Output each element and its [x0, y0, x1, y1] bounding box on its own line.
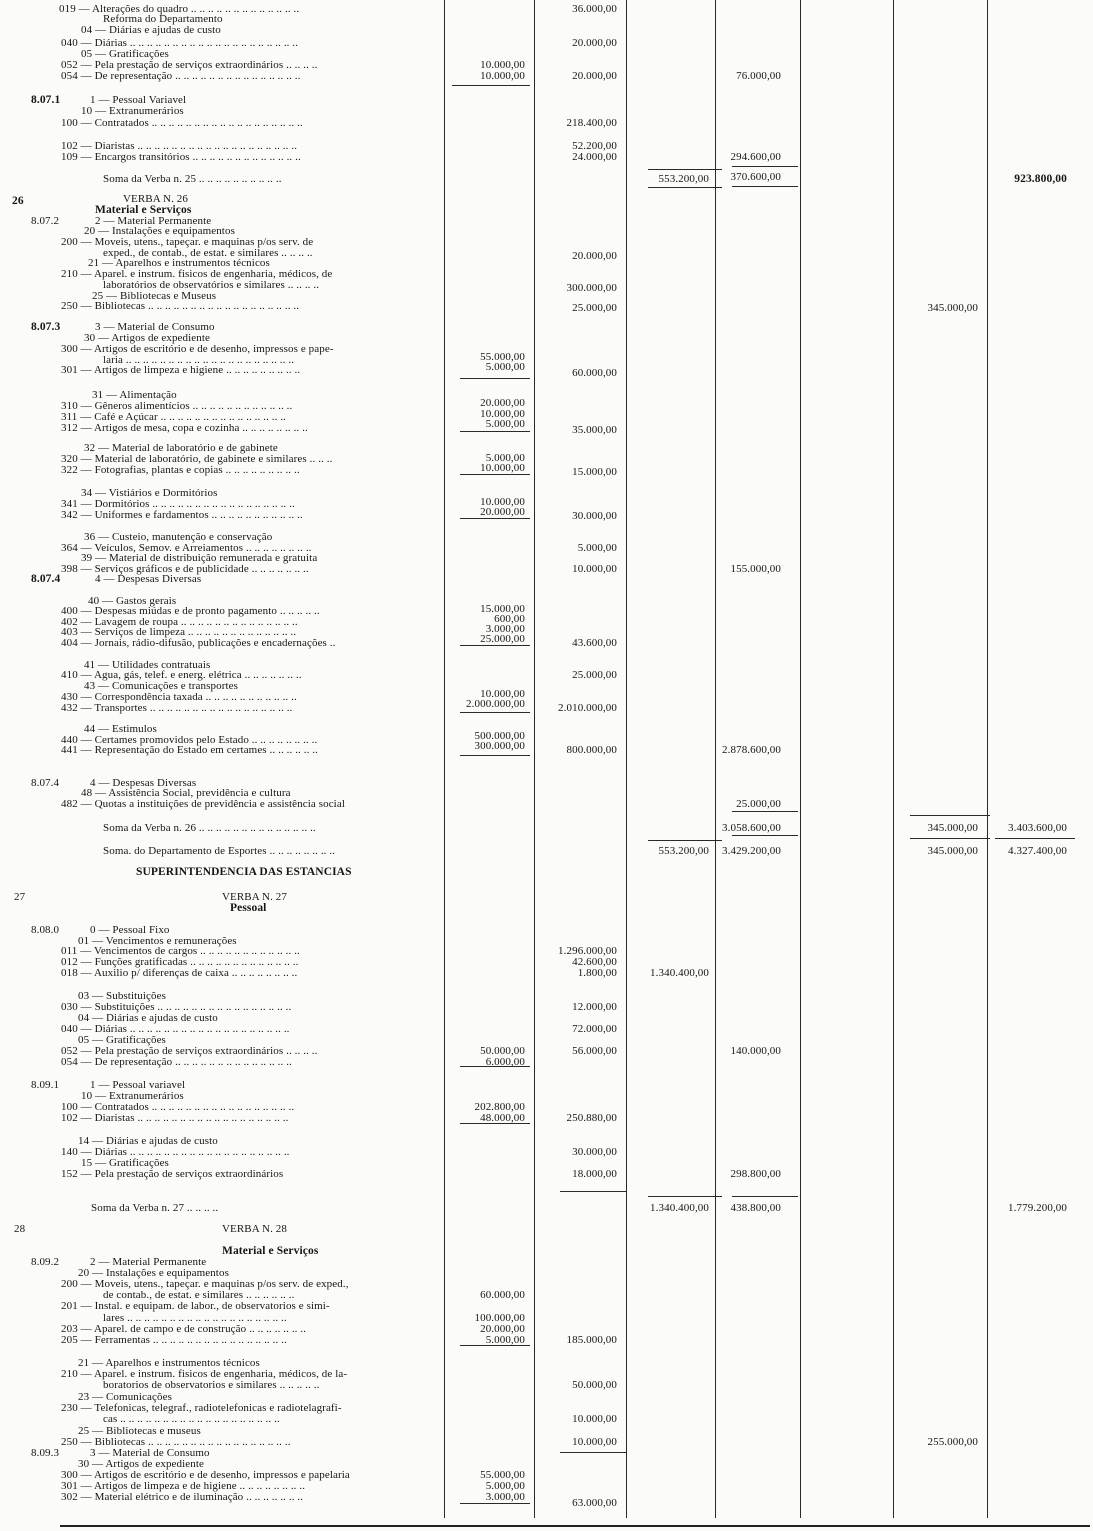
text-line: 203 — Aparel. de campo e de construção .. .. .. .. .. .. .. [61, 1323, 307, 1335]
text-line: 482 — Quotas a instituições de previdência e assistência social [61, 798, 345, 810]
text-line: VERBA N. 27 [222, 891, 287, 903]
bottom-rule [60, 1525, 1090, 1527]
total-rule [732, 835, 798, 836]
amount-value: 25.000,00 [736, 798, 781, 810]
text-line: 28 [14, 1223, 26, 1235]
amount-value: 345.000,00 [927, 822, 978, 834]
text-line: exped., de contab., de estat. e similares .. .. .. .. [103, 247, 313, 259]
text-line: 15 — Gratificações [81, 1157, 169, 1169]
amount-value: 12.000,00 [572, 1001, 617, 1013]
amount-value: 20.000,00 [572, 70, 617, 82]
text-line: 43 — Comunicações e transportes [84, 680, 239, 692]
text-line: 301 — Artigos de limpeza e de higiene .. .. .. .. .. .. .. .. [61, 1480, 306, 1492]
text-line: 2 — Material Permanente [95, 215, 212, 227]
text-line: 342 — Uniformes e fardamentos .. .. .. .. .. .. .. .. .. .. .. [61, 509, 303, 521]
column-rule [626, 0, 627, 1518]
amount-value: 48.000,00 [480, 1112, 525, 1124]
amount-value: 10.000,00 [480, 496, 525, 508]
amount-value: 10.000,00 [572, 563, 617, 575]
amount-value: 18.000,00 [572, 1168, 617, 1180]
amount-value: 20.000,00 [480, 506, 525, 518]
text-line: 21 — Aparelhos e instrumentos técnicos [88, 257, 270, 269]
amount-value: 370.600,00 [730, 171, 781, 183]
text-line: 102 — Diaristas .. .. .. .. .. .. .. .. .. .. .. .. .. .. .. .. .. .. [61, 1112, 289, 1124]
text-line: 04 — Diárias e ajudas de custo [81, 24, 221, 36]
amount-value: 20.000,00 [480, 1323, 525, 1335]
amount-value: 294.600,00 [730, 151, 781, 163]
text-line: 200 — Moveis, utens., tapeçar. e maquinas p/os serv. de exped., [61, 1278, 349, 1290]
amount-value: 1.340.400,00 [650, 1202, 709, 1214]
text-line: 1 — Pessoal Variavel [90, 94, 187, 106]
text-line: 10 — Extranumerários [81, 1090, 184, 1102]
total-rule [732, 166, 798, 167]
amount-value: 50.000,00 [480, 1045, 525, 1057]
text-line: 4 — Despesas Diversas [95, 573, 202, 585]
amount-value: 5.000,00 [485, 452, 525, 464]
text-line: 05 — Gratificações [78, 1034, 166, 1046]
amount-value: 255.000,00 [927, 1436, 978, 1448]
amount-value: 800.000,00 [566, 744, 617, 756]
total-rule [460, 378, 530, 379]
amount-value: 25.000,00 [480, 633, 525, 645]
text-line: 311 — Café e Açúcar .. .. .. .. .. .. .. .. .. .. .. .. .. .. .. [61, 411, 287, 423]
text-line: 27 [14, 891, 26, 903]
text-line: 301 — Artigos de limpeza e higiene .. .. .. .. .. .. .. .. .. [61, 364, 301, 376]
text-line: 34 — Vistiários e Dormitórios [81, 487, 218, 499]
text-line: 8.09.1 [31, 1079, 60, 1091]
text-line: lares .. .. .. .. .. .. .. .. .. .. .. .. .. .. .. .. .. .. .. [103, 1312, 287, 1324]
text-line: 312 — Artigos de mesa, copa e cozinha .. .. .. .. .. .. .. .. [61, 422, 308, 434]
text-line: 250 — Bibliotecas .. .. .. .. .. .. .. .. .. .. .. .. .. .. .. .. .. [61, 1436, 291, 1448]
text-line: 05 — Gratificações [81, 48, 169, 60]
total-rule [460, 1503, 530, 1504]
amount-value: 20.000,00 [572, 250, 617, 262]
amount-value: 4.327.400,00 [1008, 845, 1067, 857]
text-line: 44 — Estimulos [84, 723, 157, 735]
text-line: 310 — Gêneros alimentícios .. .. .. .. .. .. .. .. .. .. .. .. [61, 400, 293, 412]
text-line: 054 — De representação .. .. .. .. .. .. .. .. .. .. .. .. .. .. [61, 1056, 292, 1068]
amount-value: 35.000,00 [572, 424, 617, 436]
amount-value: 50.000,00 [572, 1379, 617, 1391]
text-line: 10 — Extranumerários [81, 105, 184, 117]
text-line: 36 — Custeio, manutenção e conservação [84, 531, 273, 543]
text-line: 39 — Material de distribuição remunerada e gratuita [81, 552, 318, 564]
text-line: 030 — Substituições .. .. .. .. .. .. .. .. .. .. .. .. .. .. .. .. [61, 1001, 292, 1013]
text-line: 01 — Vencimentos e remunerações [78, 935, 237, 947]
amount-value: 3.403.600,00 [1008, 822, 1067, 834]
column-rule [534, 0, 535, 1518]
text-line: 398 — Serviços gráficos e de publicidade .. .. .. .. .. .. .. [61, 563, 309, 575]
total-rule [648, 169, 722, 170]
total-rule [648, 1196, 722, 1197]
text-line: Material e Serviços [95, 204, 192, 216]
text-line: 364 — Veículos, Semov. e Arreiamentos .. .. .. .. .. .. .. .. [61, 542, 312, 554]
amount-value: 76.000,00 [736, 70, 781, 82]
text-line: 200 — Moveis, utens., tapeçar. e maquinas p/os serv. de [61, 236, 314, 248]
text-line: 26 [12, 195, 24, 207]
amount-value: 600,00 [494, 613, 525, 625]
text-line: 040 — Diárias .. .. .. .. .. .. .. .. .. .. .. .. .. .. .. .. .. .. .. [61, 1023, 290, 1035]
amount-value: 500.000,00 [474, 730, 525, 742]
amount-value: 10.000,00 [572, 1413, 617, 1425]
total-rule [560, 1191, 626, 1192]
text-line: 8.07.4 [31, 777, 60, 789]
text-line: 302 — Material elétrico e de iluminação .. .. .. .. .. .. .. [61, 1491, 304, 1503]
total-rule [460, 712, 530, 713]
text-line: 052 — Pela prestação de serviços extraordinários .. .. .. .. [61, 59, 318, 71]
text-line: 019 — Alterações do quadro .. .. .. .. .. .. .. .. .. .. .. .. .. [59, 3, 300, 15]
amount-value: 10.000,00 [480, 462, 525, 474]
amount-value: 5.000,00 [485, 1334, 525, 1346]
column-rule [715, 0, 716, 1518]
amount-value: 24.000,00 [572, 151, 617, 163]
text-line: 100 — Contratados .. .. .. .. .. .. .. .. .. .. .. .. .. .. .. .. .. [61, 1101, 295, 1113]
amount-value: 36.000,00 [572, 3, 617, 15]
text-line: 0 — Pessoal Fixo [90, 924, 170, 936]
text-line: 8.09.3 [31, 1447, 60, 1459]
amount-value: 52.200,00 [572, 140, 617, 152]
amount-value: 2.000.000,00 [466, 698, 525, 710]
amount-value: 250.880,00 [566, 1112, 617, 1124]
text-line: 404 — Jornais, rádio-difusão, publicações e encadernações .. [61, 637, 336, 649]
amount-value: 5.000,00 [485, 1480, 525, 1492]
amount-value: 20.000,00 [572, 37, 617, 49]
amount-value: 10.000,00 [480, 70, 525, 82]
total-rule [452, 85, 530, 86]
amount-value: 2.010.000,00 [558, 702, 617, 714]
text-line: 441 — Representação do Estado em certames .. .. .. .. .. .. [61, 744, 318, 756]
amount-value: 60.000,00 [572, 367, 617, 379]
text-line: 8.08.0 [31, 924, 60, 936]
text-line: 430 — Correspondência taxada .. .. .. .. .. .. .. .. .. .. .. [61, 691, 297, 703]
text-line: 102 — Diaristas .. .. .. .. .. .. .. .. .. .. .. .. .. .. .. .. .. .. .. [61, 140, 298, 152]
total-rule [560, 1452, 626, 1453]
amount-value: 43.600,00 [572, 637, 617, 649]
text-line: 25 — Bibliotecas e museus [78, 1425, 201, 1437]
total-rule [648, 187, 722, 188]
text-line: 320 — Material de laboratório, de gabinete e similares .. .. .. [61, 453, 333, 465]
column-rule [987, 0, 988, 1518]
text-line: 250 — Bibliotecas .. .. .. .. .. .. .. .. .. .. .. .. .. .. .. .. .. .. [61, 300, 300, 312]
amount-value: 298.800,00 [730, 1168, 781, 1180]
text-line: 152 — Pela prestação de serviços extraordinários [61, 1168, 284, 1180]
text-line: Reforma do Departamento [103, 13, 223, 25]
amount-value: 185.000,00 [566, 1334, 617, 1346]
text-line: 410 — Agua, gás, telef. e energ. elétrica .. .. .. .. .. .. .. [61, 669, 302, 681]
text-line: 8.07.3 [31, 321, 61, 333]
amount-value: 1.800,00 [577, 967, 617, 979]
text-line: boratorios de observatorios e similares .. .. .. .. .. [103, 1379, 320, 1391]
text-line: 018 — Auxilio p/ diferenças de caixa .. .. .. .. .. .. .. .. [61, 967, 298, 979]
text-line: 30 — Artigos de expediente [84, 332, 211, 344]
total-rule [732, 186, 798, 187]
text-line: 25 — Bibliotecas e Museus [92, 290, 217, 302]
text-line: Pessoal [230, 902, 267, 914]
text-line: 8.07.4 [31, 573, 61, 585]
amount-value: 140.000,00 [730, 1045, 781, 1057]
text-line: 31 — Alimentação [92, 389, 177, 401]
text-line: 1 — Pessoal variavel [90, 1079, 186, 1091]
column-rule [800, 0, 801, 1518]
amount-value: 1.779.200,00 [1008, 1202, 1067, 1214]
amount-value: 15.000,00 [572, 466, 617, 478]
total-rule [648, 840, 722, 841]
text-line: 109 — Encargos transitórios .. .. .. .. .. .. .. .. .. .. .. .. .. [61, 151, 301, 163]
amount-value: 63.000,00 [572, 1497, 617, 1509]
text-line: 40 — Gastos gerais [88, 595, 177, 607]
text-line: 432 — Transportes .. .. .. .. .. .. .. .. .. .. .. .. .. .. .. .. .. [61, 702, 293, 714]
text-line: 322 — Fotografias, plantas e copias .. .. .. .. .. .. .. .. .. [61, 464, 300, 476]
amount-value: 3.429.200,00 [722, 845, 781, 857]
text-line: 300 — Artigos de escritório e de desenho, impressos e papelaria [61, 1469, 350, 1481]
total-rule [995, 838, 1075, 839]
total-rule [460, 755, 530, 756]
amount-value: 10.000,00 [480, 408, 525, 420]
text-line: 32 — Material de laboratório e de gabinete [84, 442, 278, 454]
text-line: 011 — Vencimentos de cargos .. .. .. .. .. .. .. .. .. .. .. .. [61, 945, 300, 957]
text-line: 3 — Material de Consumo [90, 1447, 210, 1459]
text-line: 402 — Lavagem de roupa .. .. .. .. .. .. .. .. .. .. .. .. .. .. [61, 616, 298, 628]
text-line: 2 — Material Permanente [90, 1256, 207, 1268]
text-line: 341 — Dormitórios .. .. .. .. .. .. .. .. .. .. .. .. .. .. .. .. .. [61, 498, 295, 510]
total-rule [910, 815, 990, 816]
amount-value: 15.000,00 [480, 603, 525, 615]
total-rule [460, 431, 530, 432]
text-line: 8.07.1 [31, 94, 61, 106]
text-line: VERBA N. 26 [123, 193, 188, 205]
amount-value: 3.058.600,00 [722, 822, 781, 834]
text-line: 20 — Instalações e equipamentos [84, 225, 235, 237]
text-line: 201 — Instal. e equipam. de labor., de observatorios e simi- [61, 1300, 330, 1312]
amount-value: 3.000,00 [485, 623, 525, 635]
text-line: 210 — Aparel. e instrum. fisicos de engenharia, médicos, de [61, 268, 333, 280]
text-line: 100 — Contratados .. .. .. .. .. .. .. .. .. .. .. .. .. .. .. .. .. .. [61, 117, 303, 129]
text-line: 3 — Material de Consumo [95, 321, 215, 333]
amount-value: 345.000,00 [927, 845, 978, 857]
amount-value: 10.000,00 [480, 59, 525, 71]
text-line: SUPERINTENDENCIA DAS ESTANCIAS [136, 866, 352, 878]
amount-value: 300.000,00 [566, 282, 617, 294]
text-line: laboratórios de observatórios e similares .. .. .. .. [103, 279, 320, 291]
amount-value: 6.000,00 [485, 1056, 525, 1068]
text-line: 012 — Funções gratificadas .. .. .. .. .. .. .. .. .. .. .. .. .. [61, 956, 299, 968]
text-line: 052 — Pela prestação de serviços extraordinários .. .. .. .. [61, 1045, 318, 1057]
amount-value: 25.000,00 [572, 669, 617, 681]
amount-value: 2.878.600,00 [722, 744, 781, 756]
total-rule [910, 838, 990, 839]
total-rule [460, 518, 530, 519]
text-line: 230 — Telefonicas, telegraf., radiotelefonicas e radiotelagrafi- [61, 1402, 342, 1414]
amount-value: 10.000,00 [572, 1436, 617, 1448]
total-rule [460, 645, 530, 646]
text-line: 4 — Despesas Diversas [90, 777, 197, 789]
amount-value: 20.000,00 [480, 397, 525, 409]
amount-value: 25.000,00 [572, 302, 617, 314]
amount-value: 55.000,00 [480, 351, 525, 363]
amount-value: 30.000,00 [572, 510, 617, 522]
text-line: 8.09.2 [31, 1256, 60, 1268]
text-line: Soma da Verba n. 27 .. .. .. .. [91, 1202, 219, 1214]
text-line: 48 — Assistência Social, previdência e cultura [81, 787, 291, 799]
text-line: 300 — Artigos de escritório e de desenho, impressos e pape- [61, 343, 334, 355]
text-line: 41 — Utilidades contratuais [84, 659, 211, 671]
text-line: 210 — Aparel. e instrum. fisicos de engenharia, médicos, de la- [61, 1368, 348, 1380]
amount-value: 5.000,00 [485, 418, 525, 430]
amount-value: 60.000,00 [480, 1289, 525, 1301]
amount-value: 202.800,00 [474, 1101, 525, 1113]
text-line: 03 — Substituições [78, 990, 166, 1002]
text-line: 21 — Aparelhos e instrumentos técnicos [78, 1357, 260, 1369]
total-rule [460, 474, 530, 475]
text-line: Soma da Verba n. 25 .. .. .. .. .. .. .. .. .. .. [103, 173, 282, 185]
amount-value: 923.800,00 [1014, 173, 1067, 185]
amount-value: 10.000,00 [480, 688, 525, 700]
amount-value: 300.000,00 [474, 740, 525, 752]
text-line: 403 — Serviços de limpeza .. .. .. .. .. .. .. .. .. .. .. .. .. [61, 626, 297, 638]
text-line: 040 — Diárias .. .. .. .. .. .. .. .. .. .. .. .. .. .. .. .. .. .. .. .. [61, 37, 299, 49]
text-line: VERBA N. 28 [222, 1223, 287, 1235]
text-line: 205 — Ferramentas .. .. .. .. .. .. .. .. .. .. .. .. .. .. .. .. [61, 1334, 287, 1346]
total-rule [732, 1196, 798, 1197]
text-line: Soma. do Departamento de Esportes .. .. .. .. .. .. .. .. [103, 845, 336, 857]
text-line: laria .. .. .. .. .. .. .. .. .. .. .. .. .. .. .. .. .. .. .. .. [103, 354, 295, 366]
text-line: 30 — Artigos de expediente [78, 1458, 205, 1470]
amount-value: 55.000,00 [480, 1469, 525, 1481]
amount-value: 155.000,00 [730, 563, 781, 575]
text-line: 14 — Diárias e ajudas de custo [78, 1135, 218, 1147]
text-line: cas .. .. .. .. .. .. .. .. .. .. .. .. .. .. .. .. .. .. .. [103, 1413, 280, 1425]
text-line: 04 — Diárias e ajudas de custo [78, 1012, 218, 1024]
amount-value: 3.000,00 [485, 1491, 525, 1503]
amount-value: 30.000,00 [572, 1146, 617, 1158]
text-line: de contab., de estat. e similares .. .. .. .. .. .. [103, 1289, 295, 1301]
text-line: 054 — De representação .. .. .. .. .. .. .. .. .. .. .. .. .. .. .. [61, 70, 301, 82]
total-rule [732, 811, 798, 812]
amount-value: 345.000,00 [927, 302, 978, 314]
text-line: 23 — Comunicações [78, 1391, 172, 1403]
amount-value: 1.340.400,00 [650, 967, 709, 979]
amount-value: 100.000,00 [474, 1312, 525, 1324]
text-line: 8.07.2 [31, 215, 60, 227]
text-line: 440 — Certames promovidos pelo Estado .. .. .. .. .. .. .. .. [61, 734, 318, 746]
amount-value: 72.000,00 [572, 1023, 617, 1035]
text-line: Soma da Verba n. 26 .. .. .. .. .. .. .. .. .. .. .. .. .. .. [103, 822, 316, 834]
amount-value: 553.200,00 [658, 173, 709, 185]
text-line: 20 — Instalações e equipamentos [78, 1267, 229, 1279]
amount-value: 56.000,00 [572, 1045, 617, 1057]
amount-value: 42.600,00 [572, 956, 617, 968]
text-line: 140 — Diárias .. .. .. .. .. .. .. .. .. .. .. .. .. .. .. .. .. .. .. [61, 1146, 290, 1158]
amount-value: 438.800,00 [730, 1202, 781, 1214]
amount-value: 218.400,00 [566, 117, 617, 129]
amount-value: 1.296.000,00 [558, 945, 617, 957]
amount-value: 5.000,00 [485, 361, 525, 373]
column-rule [893, 0, 894, 1518]
amount-value: 5.000,00 [577, 542, 617, 554]
text-line: Material e Serviços [222, 1245, 319, 1257]
text-line: 400 — Despesas miúdas e de pronto pagamento .. .. .. .. .. [61, 605, 320, 617]
amount-value: 553.200,00 [658, 845, 709, 857]
